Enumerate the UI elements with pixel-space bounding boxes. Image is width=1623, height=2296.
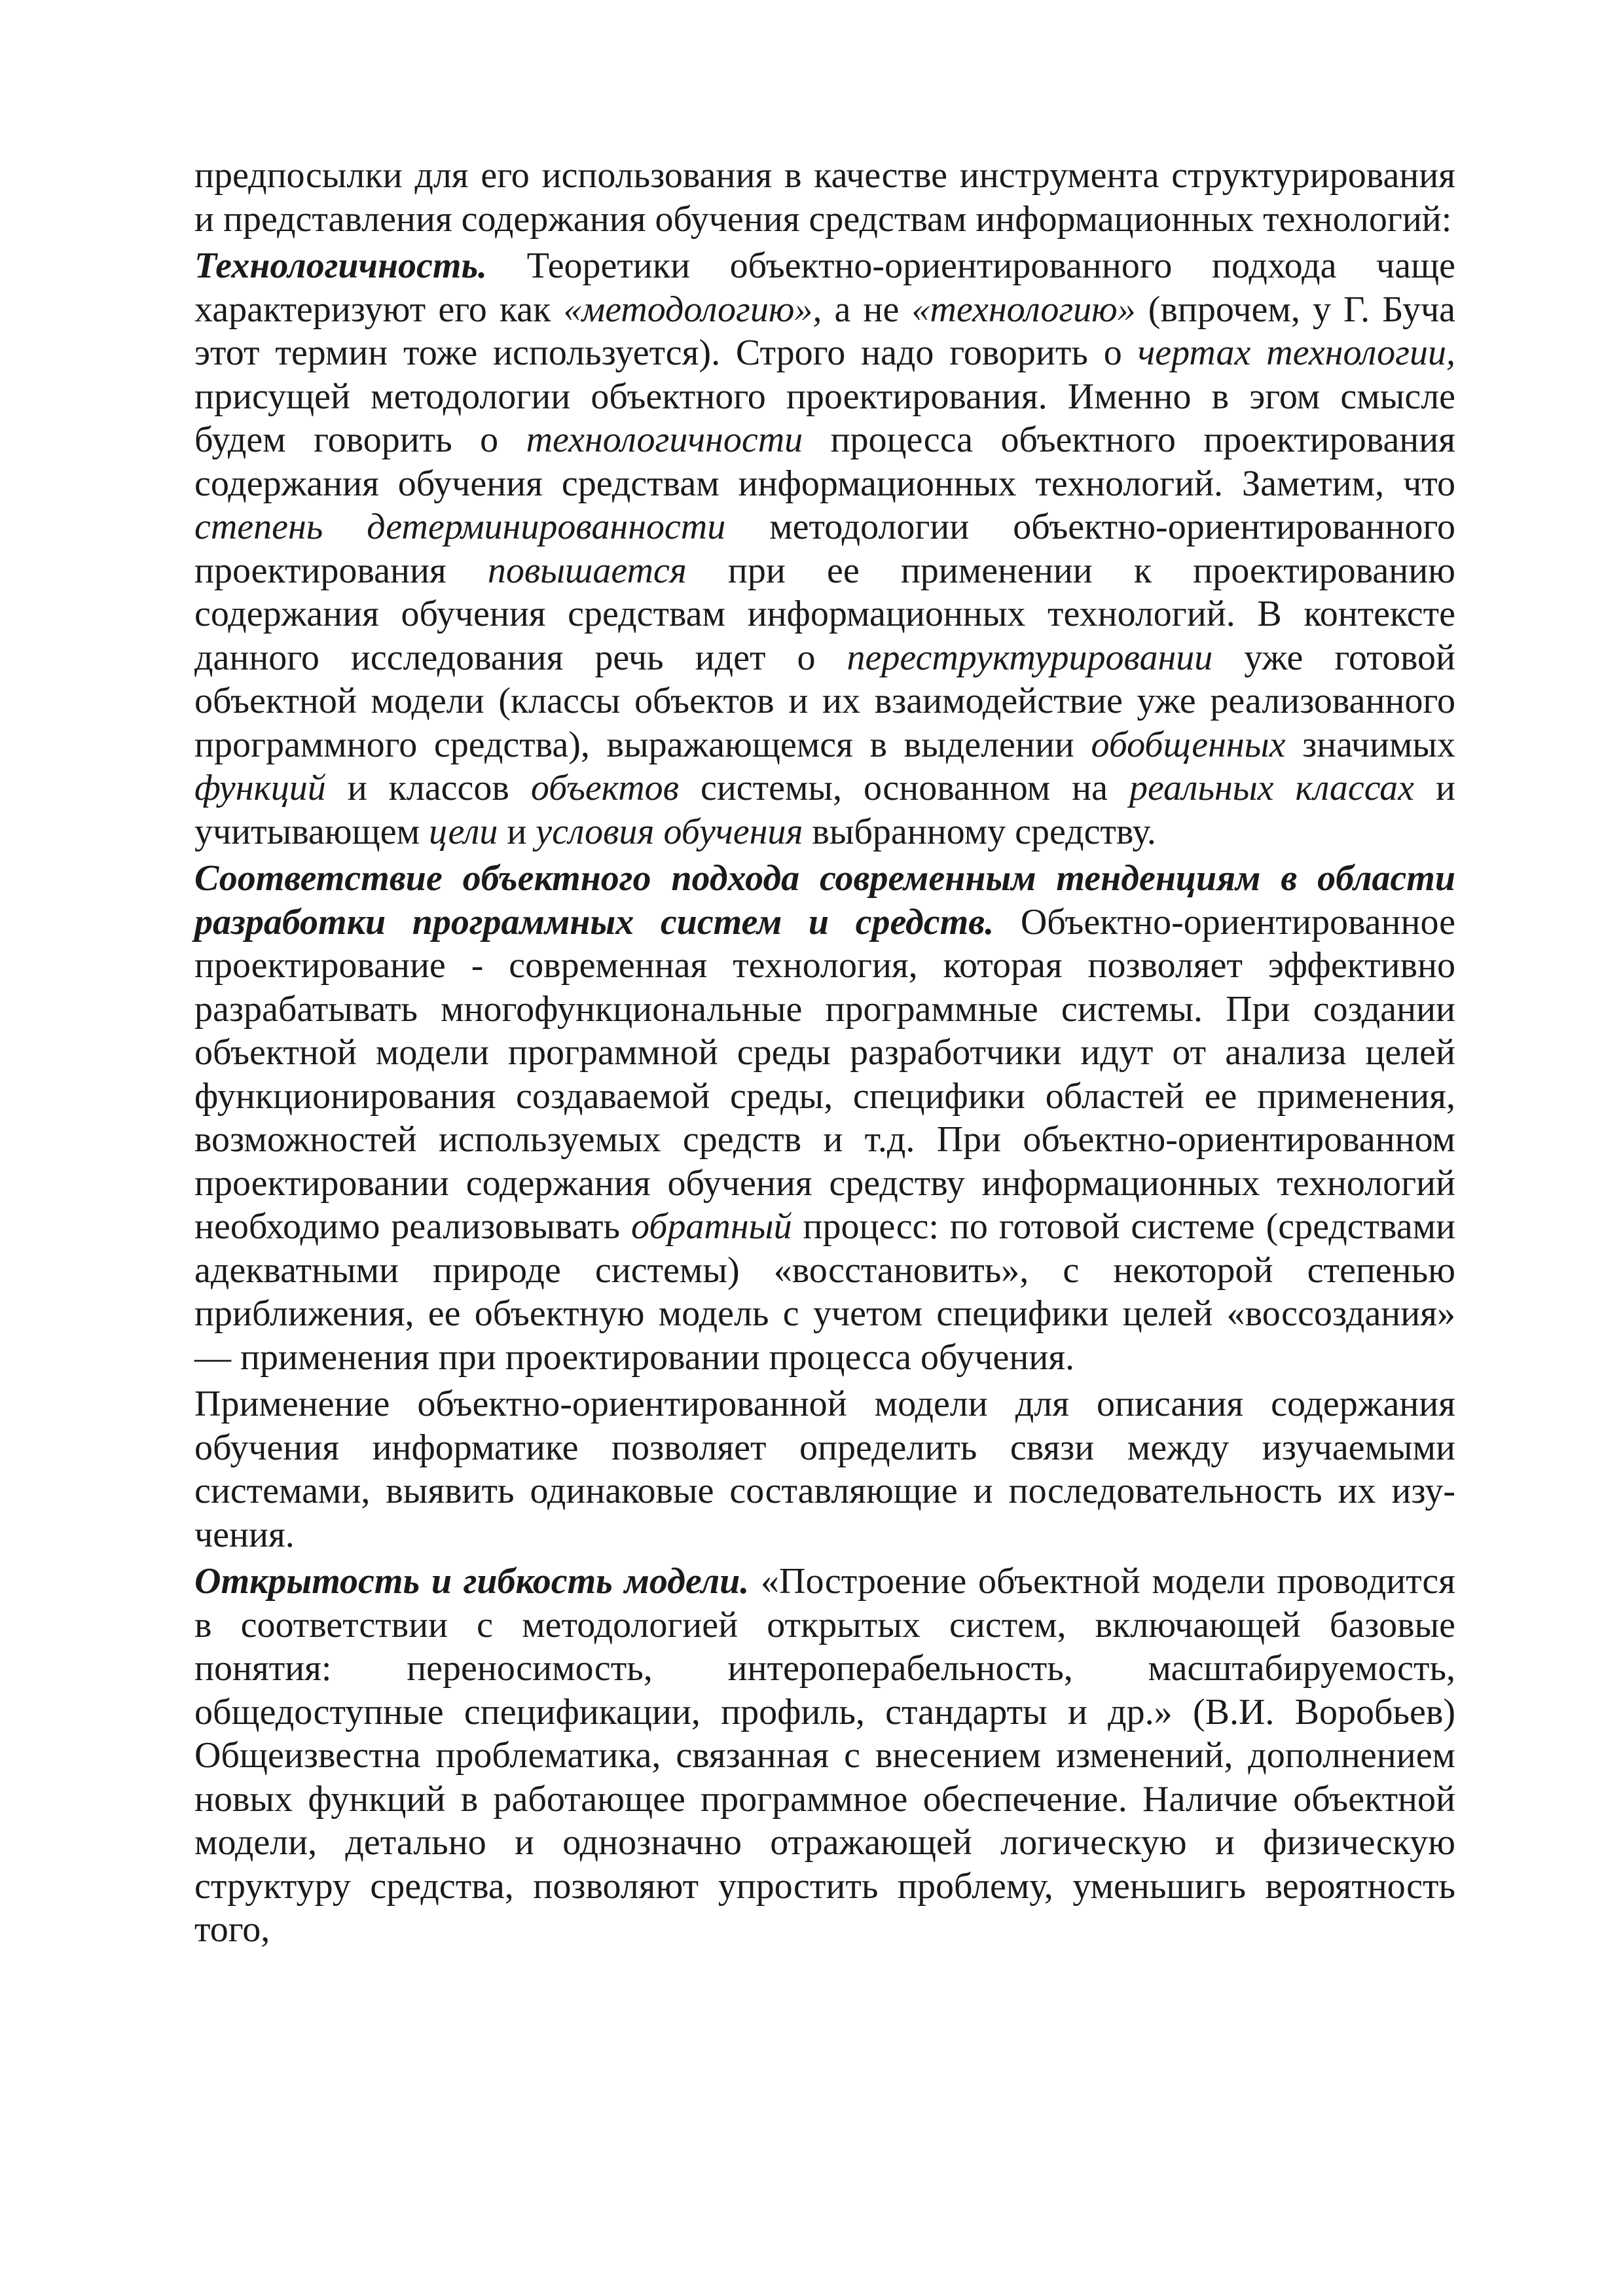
text-run: (впрочем, у Г. Буча этот термин тоже используется). Строго надо говорить о bbox=[194, 289, 1456, 373]
text-run: Теоретики объектно-ориентированного подхода чаще характеризуют его как bbox=[194, 245, 1455, 330]
italic-term: технологичности bbox=[526, 420, 803, 460]
text-run: выбранному средству. bbox=[803, 811, 1156, 852]
text-run: «Построение объектной модели проводится в соответствии с методологией открытых систем, включающей базовые понятия: переносимость, интероперабельность, масштабируемость, общедоступные спецификации, профиль, стандарты и др.» (В.И. Воробьев) Общеизвестна проблематика, связанная с внесением изменений, дополнением новых функций в работающее программное обеспечение. Наличие объектной модели, детально и однозначно отражающей логическую и физическую структуру средства, позволяют упростить проблему, уменьшигь вероятность того, bbox=[194, 1561, 1456, 1950]
italic-term: обратный bbox=[631, 1206, 792, 1247]
text-run: Объектно-ориентированное проектирование - современная технология, которая позволяет эффективно разрабатывать многофункциональные программные системы. При создании объектной модели программной среды разработчики идут от анализа целей функционирования создаваемой среды, специфики областей ее применения, возможностей используемых средств и т.д. При объектно-ориентированном проектировании содержания обучения средству информационных технологий необходимо реализовывать bbox=[194, 901, 1455, 1247]
italic-term: степень детерминированности bbox=[194, 507, 726, 547]
paragraph-primenenie bbox=[194, 1382, 1455, 1556]
italic-term: обобщенных bbox=[1091, 724, 1286, 765]
section-heading: Открытость и гибкость модели. bbox=[194, 1561, 750, 1602]
section-heading: Соответствие объектного подхода современным тенденциям в области разработки программных систем и средств. bbox=[194, 858, 1455, 942]
text-run: при ее применении к проектированию содержания обучения средствам информационных технологий. В контексте данного исследования речь идет о bbox=[194, 550, 1455, 678]
italic-term: условия обучения bbox=[536, 811, 803, 852]
text-run: методологии объектно-ориентированного проектирования bbox=[194, 507, 1456, 591]
italic-term: переструктурировании bbox=[847, 637, 1213, 678]
italic-term: функций bbox=[194, 768, 326, 808]
text-run: и bbox=[498, 811, 536, 852]
text-run: системы, основанном на bbox=[679, 768, 1129, 808]
italic-term: реальных классах bbox=[1129, 768, 1415, 808]
text-run: предпосылки для его использования в качестве инструмента структурирования и представления содержания обучения средствам информационных технологий: bbox=[194, 155, 1455, 240]
italic-term: «методологию», bbox=[563, 289, 822, 330]
paragraph-otkrytost bbox=[194, 1560, 1455, 1952]
text-run: уже готовой объектной модели (классы объектов и их взаимодействие уже реализованного программного средства), выражающемся в выделении bbox=[194, 637, 1455, 765]
italic-term: объектов bbox=[530, 768, 679, 808]
paragraph-technologichnost bbox=[194, 244, 1455, 853]
text-run: и учитывающем bbox=[194, 768, 1456, 852]
text-run: присущей методологии объектного проектирования. Именно в эгом смысле будем говорить о bbox=[194, 376, 1455, 460]
italic-term: «технологию» bbox=[911, 289, 1136, 330]
paragraph-sootvetstvie bbox=[194, 857, 1455, 1379]
text-run: значимых bbox=[1285, 724, 1456, 765]
paragraph-intro bbox=[194, 154, 1455, 241]
italic-term: цели bbox=[429, 811, 498, 852]
text-run: Применение объектно-ориентированной модели для описания содержания обучения информатике позволяет определить связи между изучаемыми системами, выявить одинаковые составляющие и последовательность их изучения. bbox=[194, 1384, 1455, 1555]
text-run: а не bbox=[822, 289, 912, 330]
italic-term: чертах технологии, bbox=[1137, 332, 1456, 373]
text-run: и классов bbox=[325, 768, 531, 808]
section-heading: Технологичность. bbox=[194, 245, 488, 286]
text-run: процесс: по готовой системе (средствами адекватными природе системы) «восстановить», с некоторой степенью приближения, ее объектную модель с учетом специфики целей «воссоздания» — применения при проектировании процесса обучения. bbox=[194, 1206, 1455, 1378]
text-run: процесса объектного проектирования содержания обучения средствам информационных технологий. Заметим, что bbox=[194, 420, 1455, 504]
italic-term: повышается bbox=[487, 550, 687, 591]
document-page bbox=[194, 154, 1455, 1952]
